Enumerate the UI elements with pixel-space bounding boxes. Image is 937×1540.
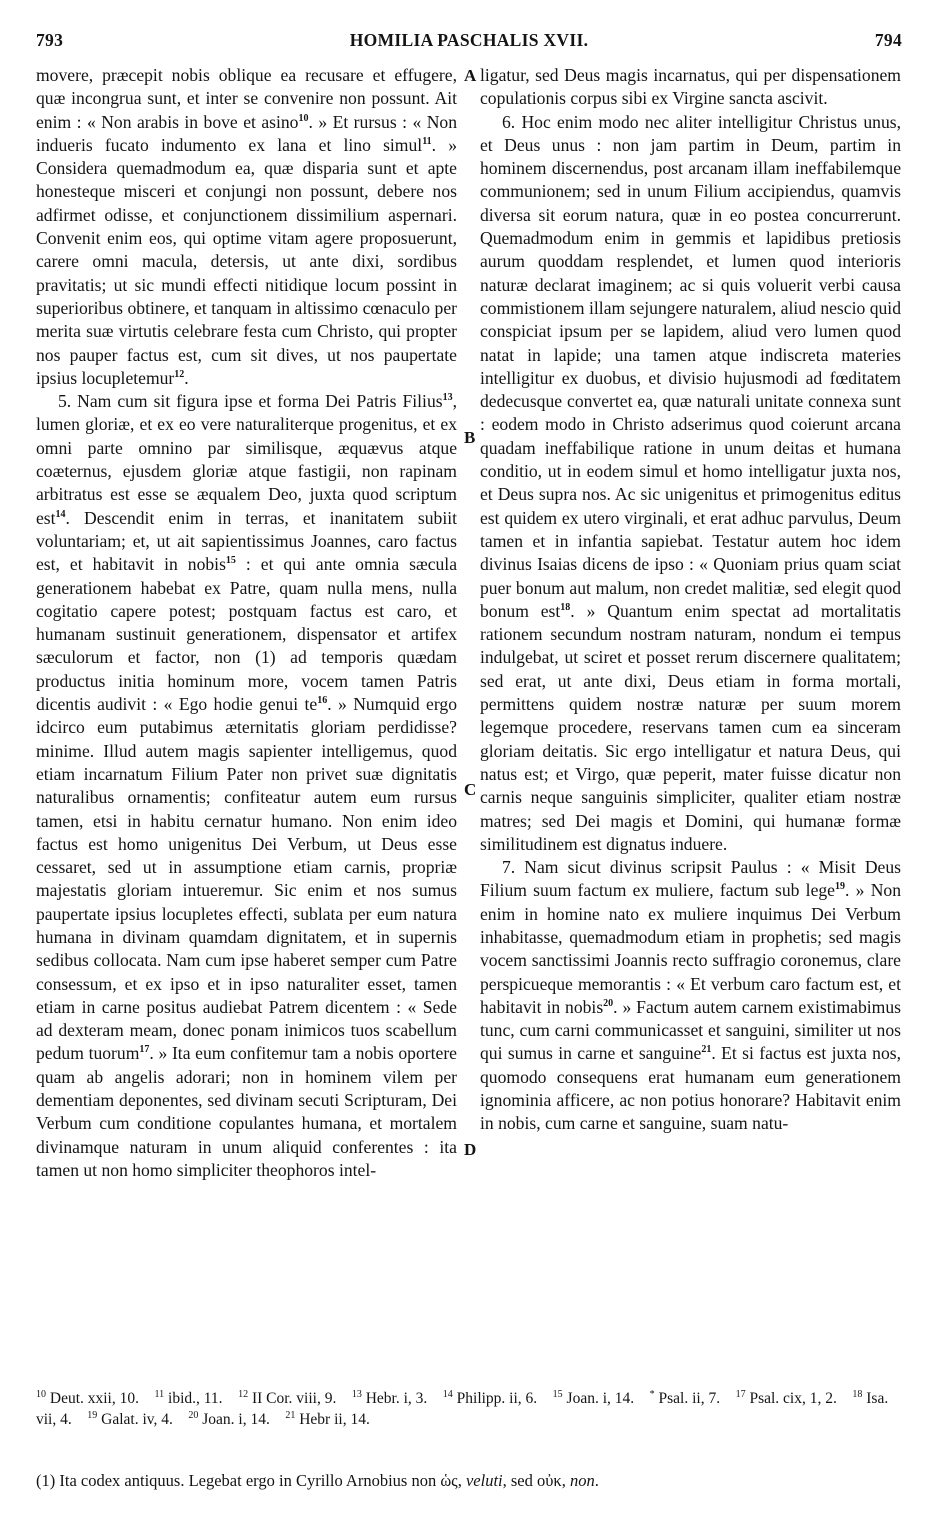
running-title: HOMILIA PASCHALIS XVII. (349, 30, 589, 50)
margin-marker-c: C (464, 780, 477, 799)
margin-marker-a: A (464, 66, 477, 85)
margin-marker-d: D (464, 1140, 477, 1159)
left-column (36, 64, 457, 1356)
footnote: Deut. xxii, 10. (46, 1390, 139, 1407)
footnote-ref: 11 (422, 136, 432, 148)
footnote-ref: 12 (174, 369, 185, 380)
footnote: Joan. i, 14. (198, 1411, 270, 1428)
footnote-ref: 10 (298, 112, 309, 124)
footnote-ref: 18 (560, 601, 571, 613)
paragraph: 6. Hoc enim modo nec aliter intelligitur Christus unus, et Deus unus : non jam partim in Deum, partim in hominem discernendus, post arcanam illam ineffabilemque communionem; sed in unum Filium accipiendus, quamvis diversa sit eorum natura, quæ in eo postea concurrerunt. Quemadmodum enim in gemmis et lapidibus pretiosis aurum quoddam resplendet, et lumen quod interioris naturæ declarat imaginem; ac si quis voluerit verbi causa commistionem illam sejungere naturalem, aliud nescio quid conspiciat ipsum per se lapidem, aliud vero lumen quod natat in lapide; una tamen atque indiscreta materies intelligitur ex duobus, et divisio hujusmodi ad fœditatem dedecusque convertet ea, quæ naturali unitate connexa sunt : eodem modo in Christo adserimus quod coierunt arcana quadam ineffabilique ratione in unum deitas et humana conditio, ut in eodem simul et homo intelligatur juxta nos, et Deus supra nos. Ac sic unigenitus et primogenitus editus est quidem ex utero virginali, et erat adhuc parvulus, Deum tamen et in infantia sapiebat. Testatur autem hoc idem divinus Isaias dicens de ipso : « Quoniam prius quam sciat puer bonum aut malum, non credet malitiæ, sed elegit quod bonum est$^{18}$. » Quantum enim spectat ad mortalitatis rationem secundum nostram naturam, nondum ei tempus indulgebat, ut sciret et posset rerum discernere qualitatem; sed erat, ut ante dixi, Deus etiam in forma mortali, permittens quidem nostræ naturæ per suum morem legemque procedere, reservans tamen cum ea sinceram gloriam deitatis. Sic ergo intelligatur et natura Deus, qui natus est; et Virgo, quæ peperit, mater fuisse dicatur non carnis neque sanguinis simpliciter, qualiter etiam nostræ matres; sed Dei magis et Domini, qui humanæ formæ similitudinem est dignatus induere. (480, 111, 901, 854)
footnote: Psal. cix, 1, 2. (745, 1390, 837, 1407)
critical-note: (1) Ita codex antiquus. Legebat ergo in Cyrillo Arnobius non ὡς, veluti, sed οὐκ, non. (36, 1471, 599, 1490)
footnote-ref: 17 (139, 1044, 150, 1056)
paragraph: ligatur, sed Deus magis incarnatus, qui per dispensationem copulationis corpus sibi ex Virgine sancta ascivit. (480, 65, 901, 109)
paragraph: movere, præcepit nobis oblique ea recusare et effugere, quæ incongrua sunt, et inter se convenire non possunt. Ait enim : « Non arabis in bove et asino$^{10}$. » Et rursus : « Non indueris fucato indumento ex lana et lino simul$^{11}$. » Considera quemadmodum ea, quæ disparia sunt et apte honesteque misceri et conjungi non possunt, debere nos adfirmet odisse, et conjunctionem dissimilium aspernari. Convenit enim eos, qui optime vitam agere proposuerunt, carere omni macula, detersis, ut ante dixi, sordibus pravitatis; ut sic mundi effecti nitidique locum possint in superioribus obtinere, et tanquam in altissimo cœnaculo per merita suæ virtutis celebrare festa cum Christo, qui propter nos pauper factus est, cum sit dives, ut nos paupertate ipsius locupletemur$^{12}$. (36, 65, 457, 388)
footnote: Joan. i, 14. (562, 1390, 635, 1407)
footnote: Psal. ii, 7. (654, 1390, 721, 1407)
right-column (480, 64, 901, 1356)
footnote-ref: 14 (55, 508, 66, 520)
page-number-left: 793 (36, 30, 64, 50)
margin-marker-b: B (464, 428, 476, 447)
footnote-ref: 16 (317, 695, 328, 707)
footnote: II Cor. viii, 9. (248, 1390, 337, 1407)
footnote-ref: 20 (603, 998, 614, 1010)
footnote: ibid., 11. (164, 1390, 223, 1407)
footnote: Isa. vii, 4. (36, 1390, 889, 1428)
page-number-right: 794 (874, 30, 902, 50)
footnotes: $^{10}$ Deut. xxii, 10. $^{11}$ ibid., 11. $^{12}$ II Cor. viii, 9. $^{13}$ Hebr. i, 3. $^{14}$ Philipp. ii, 6. $^{15}$ Joan. i, 14. * Psal. ii, 7. $^{17}$ Psal. cix, 1, 2. $^{18}$ Isa. vii, 4. $^{19}$ Galat. iv, 4. $^{20}$ Joan. i, 14. $^{21}$ Hebr ii, 14. (36, 1388, 889, 1428)
paragraph: 7. Nam sicut divinus scripsit Paulus : « Misit Deus Filium suum factum ex muliere, factum sub lege$^{19}$. » Non enim in homine nato ex muliere inquimus Dei Verbum inhabitasse, quemadmodum etiam in prophetis; sed magis vocem sanctissimi Joannis recto suffragio coronemus, clare perspicueque memorantis : « Et verbum caro factum est, et habitavit in nobis$^{20}$. » Factum autem carnem existimabimus tunc, cum carni communicasset et sanguini, similiter ut nos qui sumus in carne et sanguine$^{21}$. Et si factus est juxta nos, quomodo consequens erat humanam eum generationem ignominia afficere, ac non potius honorare? Habitavit enim in nobis, cum carne et sanguine, suam natu- (480, 857, 901, 1134)
footnote: Philipp. ii, 6. (452, 1390, 538, 1407)
footnote-ref: 15 (225, 555, 236, 567)
footnote-ref: 19 (835, 881, 845, 893)
paragraph: 5. Nam cum sit figura ipse et forma Dei Patris Filius$^{13}$, lumen gloriæ, et ex eo vere naturaliterque progenitus, et ex omni parte omnino par similisque, æquævus atque coæternus, ejusdem gloriæ atque fastigii, non rapinam arbitratus est esse se æqualem Deo, juxta quod scriptum est$^{14}$. Descendit enim in terras, et inanitatem subiit voluntariam; et, ut ait sapientissimus Joannes, caro factus est, et habitavit in nobis$^{15}$ : et qui ante omnia sæcula generationem habebat ex Patre, quam nulla mens, nulla cogitatio capere potest; postquam factus est caro, et humanam sustinuit generationem, dispensator et artifex sæculorum et factor, non (1) ad temporis quædam productus initia hominum more, vocem tamen Patris dicentis audivit : « Ego hodie genui te$^{16}$. » Numquid ergo idcirco eum putabimus æternitatis gloriam perdidisse? minime. Illud autem magis sapienter intelligemus, quod etiam incarnatum Filium Pater non privet suæ dignitatis naturalibus ornamentis; confiteatur autem eum rursus tamen, etsi in habitu cernatur humano. Non enim ideo factus est homo unigenitus Dei Verbum, ut Deus esse cessaret, sed ut in assumptione etiam carnis, propriæ majestatis gloriam intueremur. Sic enim et nos sumus paupertate ipsius locupletes effecti, sublata per eum natura humana in divinam quamdam dignitatem, et in supernis sedibus collocata. Nam cum ipse haberet semper cum Patre consessum, et ex ipso et in ipso naturaliter esset, tamen etiam in carne positus audiebat Patrem dicentem : « Sede ad dexteram meam, donec ponam inimicos tuos scabellum pedum tuorum$^{17}$. » Ita eum confitemur tam a nobis oportere quam ab angelis adorari; non in hominem vilem per dementiam deponentes, sed divinam secuti Scripturam, Dei Verbum cum conditione copulantes humana, et mortalem divinamque naturam in unum aliquid conferentes : ita tamen ut non homo simpliciter theophoros intel- (36, 391, 457, 1180)
footnote: Hebr. i, 3. (361, 1390, 428, 1407)
page-header (36, 30, 902, 56)
footnote: Hebr ii, 14. (295, 1411, 370, 1428)
footnote: Galat. iv, 4. (97, 1411, 173, 1428)
footnote-ref: 21 (701, 1044, 712, 1056)
footnote-ref: 13 (442, 392, 453, 404)
